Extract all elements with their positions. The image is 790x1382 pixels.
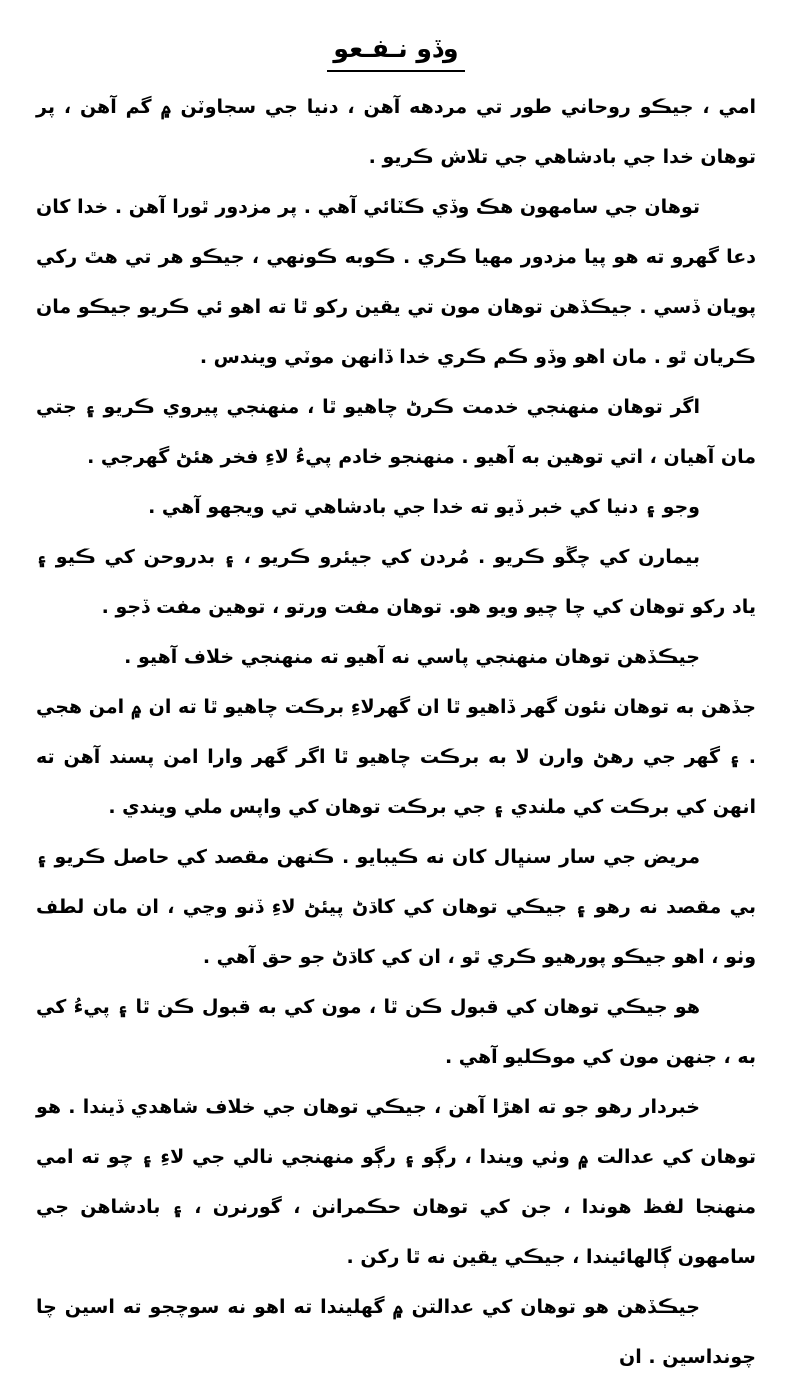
paragraph: بيمارن کي چڱو ڪريو . مُردن کي جيئرو ڪريو ، ۽ بدروحن کي ڪيو ۽ ياد رکو توهان کي چا چيو ويو هو. توهان مفت ورتو ، توهين مفت ڏجو . bbox=[36, 546, 756, 618]
paragraph: اگر توهان منهنجي خدمت ڪرڻ چاهيو ٿا ، منهنجي پيروي ڪريو ۽ جتي مان آهيان ، اتي توهين به آهيو . منهنجو خادم پيءُ لاءِ فخر هئڻ گهرجي . bbox=[36, 396, 756, 468]
paragraph: مريض جي سار سنڀال کان نه ڪيبايو . ڪنهن مقصد کي حاصل ڪريو ۽ بي مقصد نه رهو ۽ جيڪي توهان کي کاڌڻ پيئڻ لاءِ ڏنو وڃي ، ان مان لطف وٺو ، اهو جيڪو پورهيو ڪري ٿو ، ان کي کاڌڻ جو حق آهي . bbox=[36, 846, 756, 968]
paragraph: توهان جي سامهون هڪ وڏي ڪٽائي آهي . پر مزدور ٿورا آهن . خدا کان دعا گهرو ته هو پيا مزدور مهيا ڪري . ڪوبه ڪونهي ، جيڪو هر تي هٿ رکي پويان ڏسي . جيڪڏهن توهان مون تي يقين رکو ٿا ته اهو ئي ڪريو جيڪو مان ڪريان ٿو . مان اهو وڏو ڪم ڪري خدا ڏانهن موٽي ويندس . bbox=[36, 196, 756, 368]
paragraph: وجو ۽ دنيا کي خبر ڏيو ته خدا جي بادشاهي تي ويجهو آهي . bbox=[148, 496, 700, 518]
paragraph: امي ، جيڪو روحاني طور تي مردهه آهن ، دنيا جي سجاوٽن ۾ گم آهن ، پر توهان خدا جي بادشاهي جي تلاش ڪريو . bbox=[36, 96, 756, 168]
title-text: وڏو نـفـعو bbox=[327, 30, 464, 72]
paragraph: خبردار رهو جو ته اهڙا آهن ، جيڪي توهان جي خلاف شاهدي ڏيندا . هو توهان کي عدالت ۾ وٺي ويندا ، رڳو ۽ رڳو منهنجي نالي جي لاءِ ۽ چو ته امي منهنجا لفظ هوندا ، جن کي توهان حڪمرانن ، گورنرن ، ۽ بادشاهن جي سامهون ڳالهائيندا ، جيڪي يقين نه ٿا رکن . bbox=[36, 1096, 756, 1268]
document-title bbox=[36, 30, 756, 72]
paragraph: جيڪڏهن توهان منهنجي پاسي نه آهيو ته منهنجي خلاف آهيو . bbox=[124, 646, 700, 668]
paragraph: جيڪڏهن هو توهان کي عدالتن ۾ گهليندا ته اهو نه سوچجو ته اسين چا چونداسين . ان bbox=[36, 1296, 756, 1368]
paragraph: جڏهن به توهان نئون گهر ڏاهيو ٿا ان گهرلاءِ برڪت چاهيو ٿا ته ان ۾ امن هجي . ۽ گهر جي رهڻ وارن لا به برڪت چاهيو ٿا اگر گهر وارا امن پسند آهن ته انهن کي برڪت کي ملندي ۽ جي برڪت توهان کي واپس ملي ويندي . bbox=[36, 696, 756, 818]
paragraph: هو جيڪي توهان کي قبول ڪن ٿا ، مون کي به قبول ڪن ٿا ۽ پيءُ کي به ، جنهن مون کي موڪليو آهي . bbox=[36, 996, 756, 1068]
